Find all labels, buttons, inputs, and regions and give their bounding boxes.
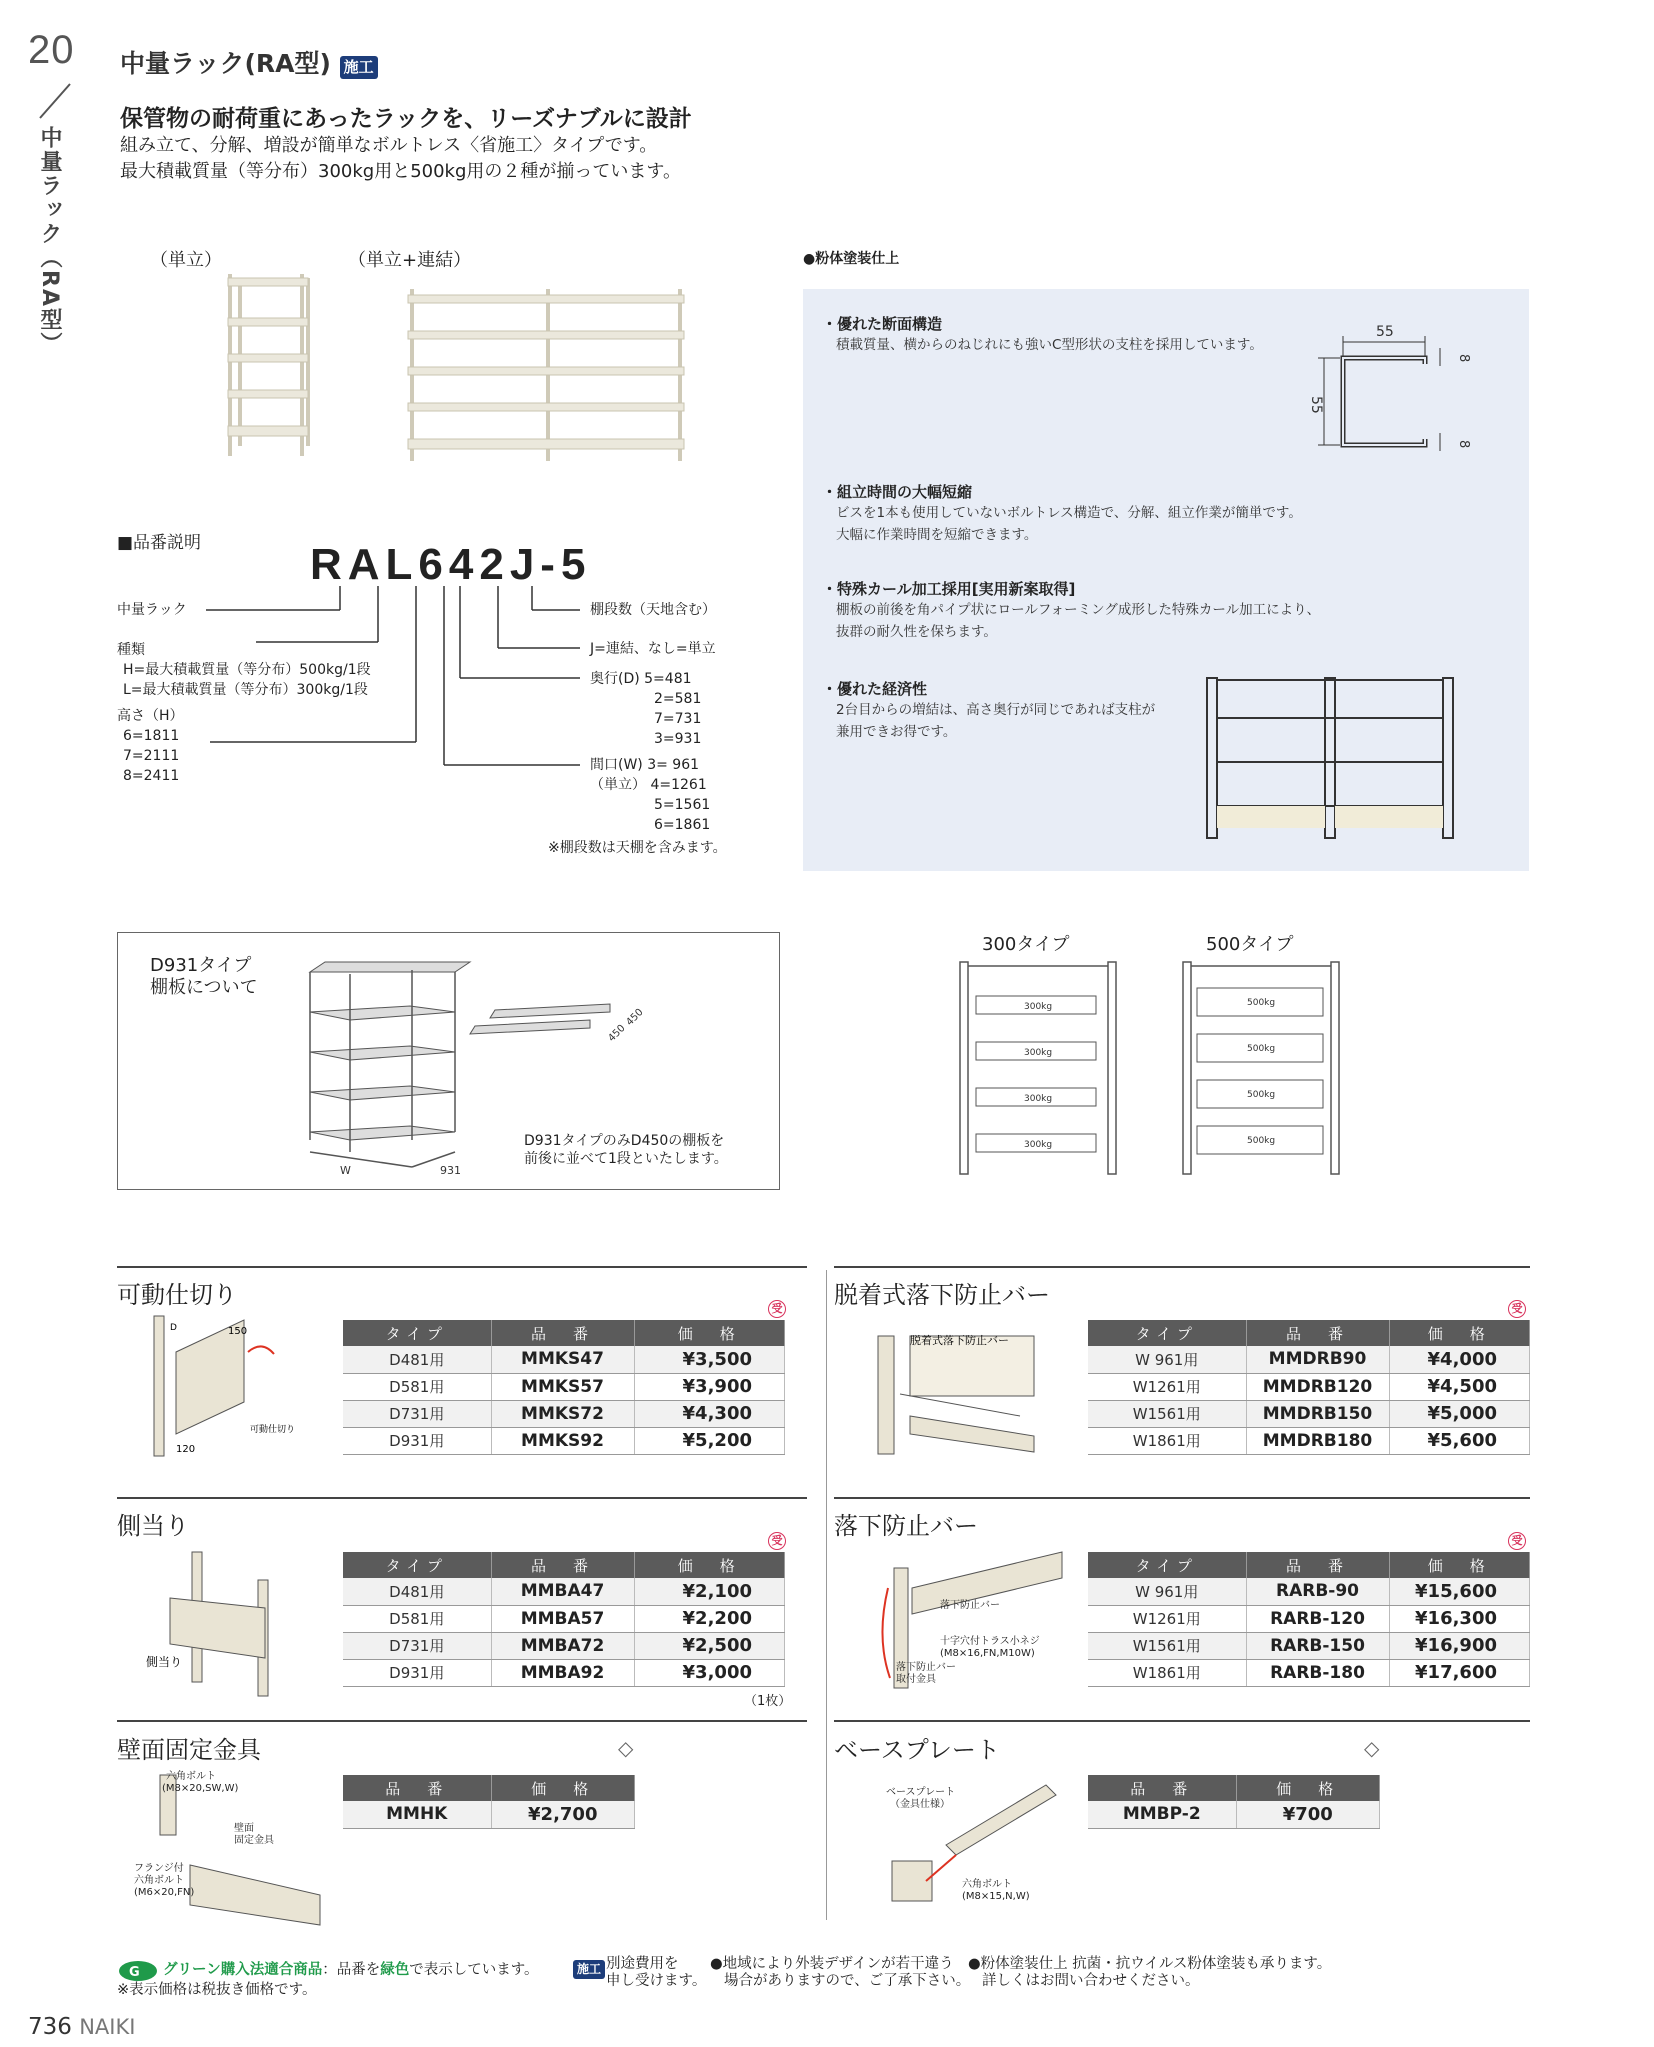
order-mark: 受 xyxy=(1508,1300,1526,1318)
svg-text:300kg: 300kg xyxy=(1024,1002,1053,1012)
type-300-diagram xyxy=(958,960,1118,1180)
svg-text:取付金具: 取付金具 xyxy=(896,1674,936,1685)
page-number: 736 NAIKI xyxy=(28,2014,136,2040)
table-cell: D581用 xyxy=(343,1373,491,1400)
code-note: ※棚段数は天棚を含みます。 xyxy=(548,840,727,856)
table-row xyxy=(343,1632,785,1659)
table-cell: ¥700 xyxy=(1236,1801,1380,1828)
svg-text:150: 150 xyxy=(228,1326,248,1337)
svg-text:450: 450 xyxy=(606,1022,628,1045)
table-header-cell: 品 番 xyxy=(343,1775,491,1801)
svg-text:120: 120 xyxy=(176,1444,196,1455)
table-header-cell: 品 番 xyxy=(1088,1775,1236,1801)
code-right-shelves: 棚段数（天地含む） xyxy=(590,602,716,618)
svg-text:六角ボルト: 六角ボルト xyxy=(962,1879,1012,1890)
base-title: ベースプレート xyxy=(834,1736,1000,1764)
table-cell: RARB-180 xyxy=(1246,1659,1389,1686)
label-joined: （単立+連結） xyxy=(348,250,472,271)
feature-1: ・優れた断面構造 積載質量、横からのねじれにも強いC型形状の支柱を採用しています。 xyxy=(822,315,1263,353)
svg-text:十字穴付トラス小ネジ: 十字穴付トラス小ネジ xyxy=(940,1636,1040,1647)
table-row xyxy=(343,1427,785,1454)
table-header-cell: タイプ xyxy=(343,1552,491,1578)
dim-flange-top: 8 xyxy=(1456,354,1471,363)
dachaku-title: 脱着式落下防止バー xyxy=(834,1281,1050,1309)
table-header-cell: 品 番 xyxy=(1246,1552,1389,1578)
table-row xyxy=(1088,1605,1530,1632)
soku-table xyxy=(343,1552,785,1687)
svg-text:300kg: 300kg xyxy=(1024,1094,1053,1104)
table-cell: MMDRB90 xyxy=(1246,1346,1389,1373)
table-cell: ¥16,900 xyxy=(1389,1632,1530,1659)
table-cell: ¥3,500 xyxy=(634,1346,785,1373)
table-row xyxy=(343,1578,785,1605)
page-title: 中量ラック(RA型) 施工 xyxy=(120,44,378,80)
rakka-drawing xyxy=(866,1548,1066,1708)
svg-text:D: D xyxy=(170,1323,177,1333)
table-cell: MMDRB180 xyxy=(1246,1427,1389,1454)
svg-text:(M8×20,SW,W): (M8×20,SW,W) xyxy=(162,1783,239,1794)
order-mark: 受 xyxy=(768,1300,786,1318)
code-left-rack: 中量ラック xyxy=(117,602,187,618)
type-300-label: 300タイプ xyxy=(982,934,1070,955)
table-cell: ¥3,900 xyxy=(634,1373,785,1400)
green-purchase-note: グリーン購入法適合商品：品番を緑色で表示しています。 xyxy=(163,1962,539,1978)
svg-text:(M8×16,FN,M10W): (M8×16,FN,M10W) xyxy=(940,1648,1035,1659)
table-header-cell: 価 格 xyxy=(634,1320,785,1346)
table-header-cell: 価 格 xyxy=(491,1775,635,1801)
table-cell: RARB-90 xyxy=(1246,1578,1389,1605)
dachaku-drawing xyxy=(870,1326,1040,1456)
table-cell: ¥4,300 xyxy=(634,1400,785,1427)
table-cell: W1261用 xyxy=(1088,1605,1246,1632)
lead-copy: 保管物の耐荷重にあったラックを、リーズナブルに設計 xyxy=(120,106,692,132)
table-cell: W1561用 xyxy=(1088,1632,1246,1659)
svg-text:450: 450 xyxy=(624,1006,646,1029)
table-cell: W 961用 xyxy=(1088,1578,1246,1605)
table-cell: MMBA92 xyxy=(491,1659,634,1686)
table-header-cell: タイプ xyxy=(343,1320,491,1346)
base-drawing xyxy=(866,1765,1066,1925)
dim-width: 55 xyxy=(1376,324,1394,340)
table-cell: MMDRB150 xyxy=(1246,1400,1389,1427)
type-500-label: 500タイプ xyxy=(1206,934,1294,955)
table-cell: MMKS57 xyxy=(491,1373,634,1400)
joined-rack-drawing xyxy=(1205,670,1475,840)
rule xyxy=(834,1720,1530,1722)
table-cell: ¥5,200 xyxy=(634,1427,785,1454)
table-header-cell: 価 格 xyxy=(1389,1320,1530,1346)
table-cell: D481用 xyxy=(343,1578,491,1605)
code-heading: ■品番説明 xyxy=(117,533,202,553)
table-cell: ¥5,000 xyxy=(1389,1400,1530,1427)
svg-text:ベースプレート: ベースプレート xyxy=(886,1787,956,1798)
table-row xyxy=(1088,1801,1380,1828)
construction-badge: 施工 xyxy=(340,56,378,79)
type-500-diagram xyxy=(1181,960,1341,1180)
heki-table xyxy=(343,1775,635,1829)
c-section-diagram xyxy=(1310,318,1480,468)
table-cell: ¥16,300 xyxy=(1389,1605,1530,1632)
rule xyxy=(117,1266,807,1268)
table-cell: MMHK xyxy=(343,1801,491,1828)
svg-text:脱着式落下防止バー: 脱着式落下防止バー xyxy=(910,1334,1009,1347)
joined-rack-photo xyxy=(402,285,690,465)
table-cell: MMBA72 xyxy=(491,1632,634,1659)
svg-text:六角ボルト: 六角ボルト xyxy=(134,1875,184,1886)
finish-label: ●粉体塗装仕上 xyxy=(803,251,900,267)
table-row xyxy=(343,1605,785,1632)
d931-note: D931タイプのみD450の棚板を 前後に並べて1段といたします。 xyxy=(524,1133,728,1167)
svg-text:300kg: 300kg xyxy=(1024,1140,1053,1150)
table-cell: MMKS92 xyxy=(491,1427,634,1454)
rule xyxy=(834,1266,1530,1268)
table-cell: ¥2,700 xyxy=(491,1801,635,1828)
table-cell: D931用 xyxy=(343,1659,491,1686)
construction-note: 別途費用を 申し受けます。 xyxy=(606,1956,707,1989)
table-cell: MMKS72 xyxy=(491,1400,634,1427)
table-row xyxy=(1088,1632,1530,1659)
svg-text:G: G xyxy=(129,1965,140,1980)
dim-height: 55 xyxy=(1308,396,1324,414)
table-cell: D731用 xyxy=(343,1400,491,1427)
table-cell: ¥2,100 xyxy=(634,1578,785,1605)
description: 組み立て、分解、増設が簡単なボルトレス〈省施工〉タイプです。 最大積載質量（等分布）300kg用と500kg用の２種が揃っています。 xyxy=(120,135,681,182)
code-left-kind: 種類 H=最大積載質量（等分布）500kg/1段 L=最大積載質量（等分布）300kg/1段 xyxy=(117,642,371,698)
table-row xyxy=(1088,1427,1530,1454)
table-cell: ¥3,000 xyxy=(634,1659,785,1686)
table-row xyxy=(1088,1578,1530,1605)
svg-text:500kg: 500kg xyxy=(1247,998,1276,1008)
order-mark: 受 xyxy=(768,1532,786,1550)
diamond-icon: ◇ xyxy=(618,1736,634,1760)
table-cell: W1861用 xyxy=(1088,1659,1246,1686)
svg-text:落下防止バー: 落下防止バー xyxy=(896,1662,956,1673)
table-cell: W1861用 xyxy=(1088,1427,1246,1454)
svg-text:（金具仕様）: （金具仕様） xyxy=(890,1799,950,1810)
table-cell: ¥2,200 xyxy=(634,1605,785,1632)
construction-badge: 施工 xyxy=(573,1960,605,1979)
soku-unit: （1枚） xyxy=(744,1694,792,1709)
page-section-number: 20 xyxy=(28,28,75,72)
table-cell: ¥4,000 xyxy=(1389,1346,1530,1373)
svg-text:壁面: 壁面 xyxy=(234,1823,254,1834)
table-header-cell: タイプ xyxy=(1088,1552,1246,1578)
svg-text:W: W xyxy=(340,1164,351,1177)
order-mark: 受 xyxy=(1508,1532,1526,1550)
table-row xyxy=(343,1801,635,1828)
table-cell: ¥2,500 xyxy=(634,1632,785,1659)
divider-slash xyxy=(36,82,76,122)
code-right-depth: 奥行(D) 5=481 2=581 7=731 3=931 xyxy=(590,671,702,747)
rule xyxy=(117,1720,807,1722)
table-cell: MMBA57 xyxy=(491,1605,634,1632)
table-cell: ¥5,600 xyxy=(1389,1427,1530,1454)
table-header-cell: 価 格 xyxy=(1389,1552,1530,1578)
d931-title: D931タイプ 棚板について xyxy=(150,955,258,998)
table-row xyxy=(343,1400,785,1427)
rakka-title: 落下防止バー xyxy=(834,1512,978,1540)
kado-drawing xyxy=(150,1312,296,1462)
svg-text:500kg: 500kg xyxy=(1247,1136,1276,1146)
table-row xyxy=(1088,1346,1530,1373)
table-cell: D481用 xyxy=(343,1346,491,1373)
table-header-cell: 品 番 xyxy=(1246,1320,1389,1346)
svg-text:固定金具: 固定金具 xyxy=(234,1835,274,1846)
svg-text:可動仕切り: 可動仕切り xyxy=(250,1425,296,1435)
table-cell: MMBA47 xyxy=(491,1578,634,1605)
svg-text:(M6×20,FN): (M6×20,FN) xyxy=(134,1887,195,1898)
heki-title: 壁面固定金具 xyxy=(117,1736,261,1764)
label-single: （単立） xyxy=(150,250,222,271)
code-right-width: 間口(W) 3= 961 （単立） 4=1261 5=1561 6=1861 xyxy=(590,757,711,833)
table-cell: D731用 xyxy=(343,1632,491,1659)
svg-text:フランジ付: フランジ付 xyxy=(134,1863,184,1874)
table-row xyxy=(343,1346,785,1373)
table-row xyxy=(1088,1659,1530,1686)
table-row xyxy=(343,1659,785,1686)
table-cell: ¥17,600 xyxy=(1389,1659,1530,1686)
soku-title: 側当り xyxy=(117,1512,189,1540)
kado-table xyxy=(343,1320,785,1455)
table-cell: RARB-150 xyxy=(1246,1632,1389,1659)
feature-2: ・組立時間の大幅短縮 ビスを1本も使用していないボルトレス構造で、分解、組立作業が簡単です。 大幅に作業時間を短縮できます。 xyxy=(822,483,1302,543)
table-cell: D931用 xyxy=(343,1427,491,1454)
svg-text:六角ボルト: 六角ボルト xyxy=(166,1771,216,1782)
single-rack-photo xyxy=(222,270,312,460)
svg-text:(M8×15,N,W): (M8×15,N,W) xyxy=(962,1891,1030,1902)
table-header-cell: 価 格 xyxy=(634,1552,785,1578)
table-row xyxy=(343,1373,785,1400)
table-header-cell: 品 番 xyxy=(491,1552,634,1578)
green-mark-icon xyxy=(118,1960,158,1982)
table-header-cell: 品 番 xyxy=(491,1320,634,1346)
rule xyxy=(117,1497,807,1499)
table-row xyxy=(1088,1373,1530,1400)
tax-note: ※表示価格は税抜き価格です。 xyxy=(117,1982,317,1998)
svg-text:931: 931 xyxy=(440,1164,461,1177)
table-cell: ¥4,500 xyxy=(1389,1373,1530,1400)
rakka-table xyxy=(1088,1552,1530,1687)
table-cell: MMBP-2 xyxy=(1088,1801,1236,1828)
feature-4: ・優れた経済性 2台目からの増結は、高さ奥行が同じであれば支柱が 兼用できお得です。 xyxy=(822,680,1156,740)
code-left-height: 高さ（H） 6=1811 7=2111 8=2411 xyxy=(117,708,184,784)
column-divider xyxy=(826,1270,827,1920)
table-cell: W 961用 xyxy=(1088,1346,1246,1373)
table-cell: MMKS47 xyxy=(491,1346,634,1373)
soku-drawing xyxy=(140,1548,280,1698)
rule xyxy=(834,1497,1530,1499)
table-cell: D581用 xyxy=(343,1605,491,1632)
coating-note: ●粉体塗装仕上 抗菌・抗ウイルス粉体塗装も承ります。 詳しくはお問い合わせください。 xyxy=(968,1956,1332,1989)
code-right-joint: J=連結、なし=単立 xyxy=(590,641,716,657)
dim-flange-bottom: 8 xyxy=(1456,440,1471,449)
model-code: RAL642J-5 xyxy=(310,540,592,589)
svg-text:500kg: 500kg xyxy=(1247,1044,1276,1054)
diamond-icon: ◇ xyxy=(1364,1736,1380,1760)
table-cell: W1561用 xyxy=(1088,1400,1246,1427)
side-category: 中量ラック（RA型） xyxy=(37,126,62,356)
table-cell: RARB-120 xyxy=(1246,1605,1389,1632)
table-cell: MMDRB120 xyxy=(1246,1373,1389,1400)
svg-text:側当り: 側当り xyxy=(146,1655,183,1669)
design-note: ●地域により外装デザインが若干違う 場合がありますので、ご了承下さい。 xyxy=(710,1956,971,1989)
heki-drawing xyxy=(130,1765,320,1925)
dachaku-table xyxy=(1088,1320,1530,1455)
feature-3: ・特殊カール加工採用[実用新案取得] 棚板の前後を角パイプ状にロールフォーミング成形した特殊カール加工により、 抜群の耐久性を保ちます。 xyxy=(822,580,1321,640)
table-row xyxy=(1088,1400,1530,1427)
table-cell: W1261用 xyxy=(1088,1373,1246,1400)
kado-title: 可動仕切り xyxy=(117,1281,237,1309)
base-table xyxy=(1088,1775,1380,1829)
svg-text:500kg: 500kg xyxy=(1247,1090,1276,1100)
table-cell: ¥15,600 xyxy=(1389,1578,1530,1605)
table-header-cell: 価 格 xyxy=(1236,1775,1380,1801)
table-header-cell: タイプ xyxy=(1088,1320,1246,1346)
svg-text:落下防止バー: 落下防止バー xyxy=(940,1600,1000,1611)
svg-text:300kg: 300kg xyxy=(1024,1048,1053,1058)
